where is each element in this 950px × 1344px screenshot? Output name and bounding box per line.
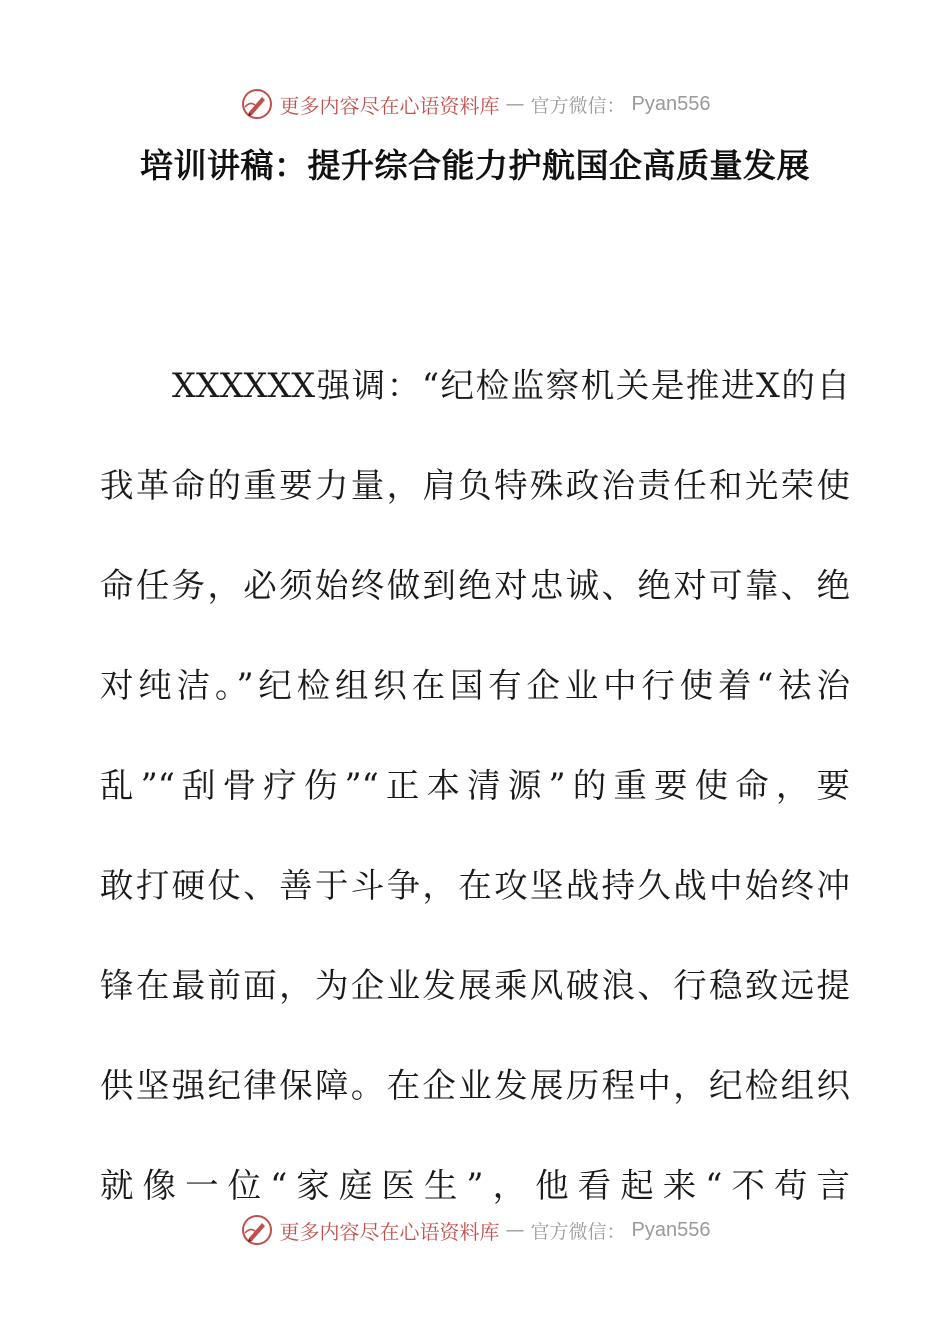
document-body	[100, 336, 850, 1236]
body-line: 命任务，必须始终做到绝对忠诚、绝对可靠、绝	[100, 566, 850, 605]
watermark-wechat-id: Pyan556	[631, 1218, 711, 1241]
body-line: 对纯洁。”纪检组织在国有企业中行使着“祛治	[100, 666, 850, 705]
body-line: XXXXXX强调：“纪检监察机关是推进X的自	[172, 366, 850, 405]
watermark-wechat-label: 官方微信：	[530, 94, 626, 117]
body-line: 供坚强纪律保障。在企业发展历程中，纪检组织	[100, 1066, 850, 1105]
body-line: 锋在最前面，为企业发展乘风破浪、行稳致远提	[100, 966, 850, 1005]
watermark-text: 更多内容尽在心语资料库	[279, 1219, 500, 1244]
pen-logo-icon	[240, 87, 274, 121]
watermark-separator: —	[505, 1219, 525, 1241]
header-watermark	[0, 84, 950, 124]
watermark-text: 更多内容尽在心语资料库	[279, 93, 500, 118]
document-title: 培训讲稿：提升综合能力护航国企高质量发展	[140, 146, 810, 185]
watermark-separator: —	[505, 93, 525, 115]
watermark-wechat-id: Pyan556	[631, 92, 711, 115]
body-line: 乱”“刮骨疗伤”“正本清源”的重要使命，要	[100, 766, 850, 805]
body-line: 我革命的重要力量，肩负特殊政治责任和光荣使	[100, 466, 850, 505]
footer-watermark	[0, 1210, 950, 1250]
body-line: 就像一位“家庭医生”，他看起来“不苟言	[100, 1166, 850, 1205]
body-line: 敢打硬仗、善于斗争，在攻坚战持久战中始终冲	[100, 866, 850, 905]
watermark-wechat-label: 官方微信：	[530, 1220, 626, 1243]
pen-logo-icon	[240, 1213, 274, 1247]
